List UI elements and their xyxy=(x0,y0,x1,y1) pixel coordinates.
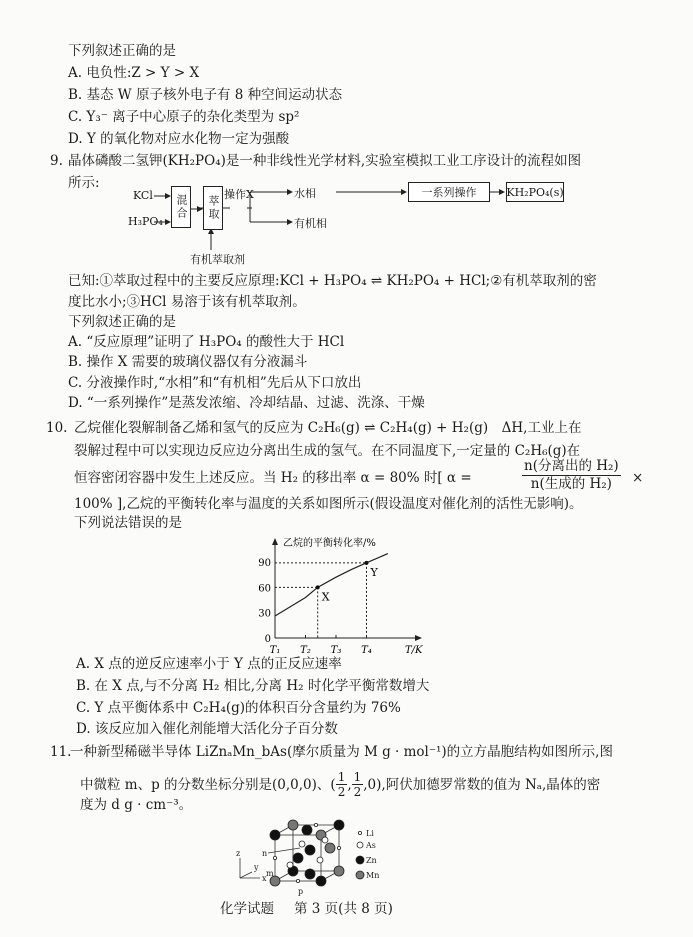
q9-option-d: D. “一系列操作”是蒸发浓缩、冷却结晶、过滤、洗涤、干燥 xyxy=(68,395,425,411)
q9-option-b: B. 操作 X 需要的玻璃仪器仅有分液漏斗 xyxy=(68,354,308,370)
q8-stem: 下列叙述正确的是 xyxy=(68,43,176,59)
q9-stem: 下列叙述正确的是 xyxy=(68,314,176,330)
flow-box-mix: 混合 xyxy=(171,186,191,228)
q10-line-5: 下列说法错误的是 xyxy=(74,515,182,531)
point-label: X xyxy=(321,590,330,604)
q10-line-1: 乙烷催化裂解制备乙烯和氢气的反应为 C₂H₆(g) ⇌ C₂H₄(g) + H₂(g) ΔH,工业上在 xyxy=(74,420,582,436)
footer-page: 第 3 页(共 8 页) xyxy=(294,901,393,917)
legend-as: As xyxy=(366,841,376,850)
half-fraction-2 xyxy=(352,770,364,799)
half-fraction-1 xyxy=(336,770,348,799)
q8-option-b: B. 基态 W 原子核外电子有 8 种空间运动状态 xyxy=(68,87,343,103)
q10-option-a: A. X 点的逆反应速率小于 Y 点的正反应速率 xyxy=(76,656,342,672)
label-n: n xyxy=(262,849,268,858)
x-tick-label: T₄ xyxy=(361,645,372,656)
label-p: p xyxy=(298,887,304,896)
q10-option-d: D. 该反应加入催化剂能增大活化分子百分数 xyxy=(76,721,338,737)
q10-line-4: 100% ],乙烷的平衡转化率与温度的关系如图所示(假设温度对催化剂的活性无影响)。 xyxy=(74,496,583,512)
half-den: 2 xyxy=(337,785,346,799)
flow-input-kcl: KCl xyxy=(133,189,153,202)
half-den: 2 xyxy=(353,785,362,799)
flow-box-extract: 萃取 xyxy=(203,186,223,230)
q11-line-2-a: 中微粒 m、p 的分数坐标分别是(0,0,0)、( xyxy=(80,776,336,793)
fraction-denominator: n(生成的 H₂) xyxy=(530,476,612,492)
y-tick-label: 0 xyxy=(264,634,271,645)
q8-option-a: A. 电负性:Z > Y > X xyxy=(68,65,200,81)
y-axis-arrow xyxy=(272,538,278,545)
y-axis-label: 乙烷的平衡转化率/% xyxy=(283,538,376,549)
y-tick-label: 30 xyxy=(258,608,271,620)
x-axis-label: T/K xyxy=(405,645,423,656)
y-tick-label: 90 xyxy=(258,558,271,569)
q9-option-c: C. 分液操作时,“水相”和“有机相”先后从下口放出 xyxy=(68,375,362,391)
times-sign: × xyxy=(632,470,644,486)
data-point xyxy=(316,585,320,589)
flow-extractant: 有机萃取剂 xyxy=(190,253,245,266)
label-m: m xyxy=(266,869,274,878)
flow-box-product: KH₂PO₄(s) xyxy=(506,182,564,202)
flow-water-phase: 水相 xyxy=(294,187,316,200)
q9-line-2: 所示: xyxy=(68,175,100,191)
half-num: 1 xyxy=(353,770,362,784)
axis-y-label: y xyxy=(254,863,259,872)
q11-line-2 xyxy=(80,770,600,799)
x-tick-label: T₃ xyxy=(330,645,342,656)
crystal-cell-figure xyxy=(230,810,430,900)
x-tick-label: T₂ xyxy=(300,645,311,656)
point-label: Y xyxy=(370,565,378,579)
q8-option-c: C. Y₃⁻ 离子中心原子的杂化类型为 sp² xyxy=(68,109,300,125)
q9-known-2: 度比水小;③HCl 易溶于该有机萃取剂。 xyxy=(68,294,306,310)
flow-organic-phase: 有机相 xyxy=(294,217,327,230)
q9-line-1: 晶体磷酸二氢钾(KH₂PO₄)是一种非线性光学材料,实验室模拟工业工序设计的流程如图 xyxy=(68,153,582,169)
q10-line-3: 恒容密闭容器中发生上述反应。当 H₂ 的移出率 α = 80% 时[ α = xyxy=(74,470,472,486)
legend-li: Li xyxy=(366,829,374,838)
legend-mn: Mn xyxy=(366,871,380,880)
y-tick-label: 60 xyxy=(258,583,271,595)
q11-line-2-comma: , xyxy=(347,776,352,793)
footer-subject: 化学试题 xyxy=(220,901,274,917)
axis-x-label: x xyxy=(262,874,267,883)
fraction-numerator: n(分离出的 H₂) xyxy=(524,458,619,474)
flow-box-series-ops: 一系列操作 xyxy=(408,182,490,202)
q11-line-2-b: ,0),阿伏加德罗常数的值为 Nₐ,晶体的密 xyxy=(363,776,601,793)
q10-line-2: 裂解过程中可以实现边反应边分离出生成的氢气。在不同温度下,一定量的 C₂H₆(g)在 xyxy=(74,443,581,459)
q8-option-d: D. Y 的氧化物对应水化物一定为强酸 xyxy=(68,131,290,147)
half-num: 1 xyxy=(337,770,346,784)
q10-option-c: C. Y 点平衡体系中 C₂H₄(g)的体积百分含量约为 76% xyxy=(76,700,401,716)
data-point xyxy=(365,561,369,565)
flow-op-x: 操作X xyxy=(224,188,254,201)
q10-option-b: B. 在 X 点,与不分离 H₂ 相比,分离 H₂ 时化学平衡常数增大 xyxy=(76,678,430,694)
axis-z-label: z xyxy=(236,849,241,858)
q10-number: 10. xyxy=(46,420,68,436)
q9-option-a: A. “反应原理”证明了 H₃PO₄ 的酸性大于 HCl xyxy=(68,334,345,350)
q9-known-1: 已知:①萃取过程中的主要反应原理:KCl + H₃PO₄ ⇌ KH₂PO₄ + HCl;②有机萃取剂的密 xyxy=(68,273,597,289)
q11-number: 11. xyxy=(50,744,72,760)
q11-line-3: 度为 d g · cm⁻³。 xyxy=(80,797,193,813)
flow-input-h3po4: H₃PO₄ xyxy=(128,215,163,228)
x-axis-arrow xyxy=(415,635,422,641)
q9-number: 9. xyxy=(50,153,63,169)
q11-line-1: 一种新型稀磁半导体 LiZnₐMn_bAs(摩尔质量为 M g · mol⁻¹)的立方晶胞结构如图所示,图 xyxy=(70,744,613,760)
legend-zn: Zn xyxy=(366,856,377,865)
x-tick-label: T₁ xyxy=(269,645,281,656)
